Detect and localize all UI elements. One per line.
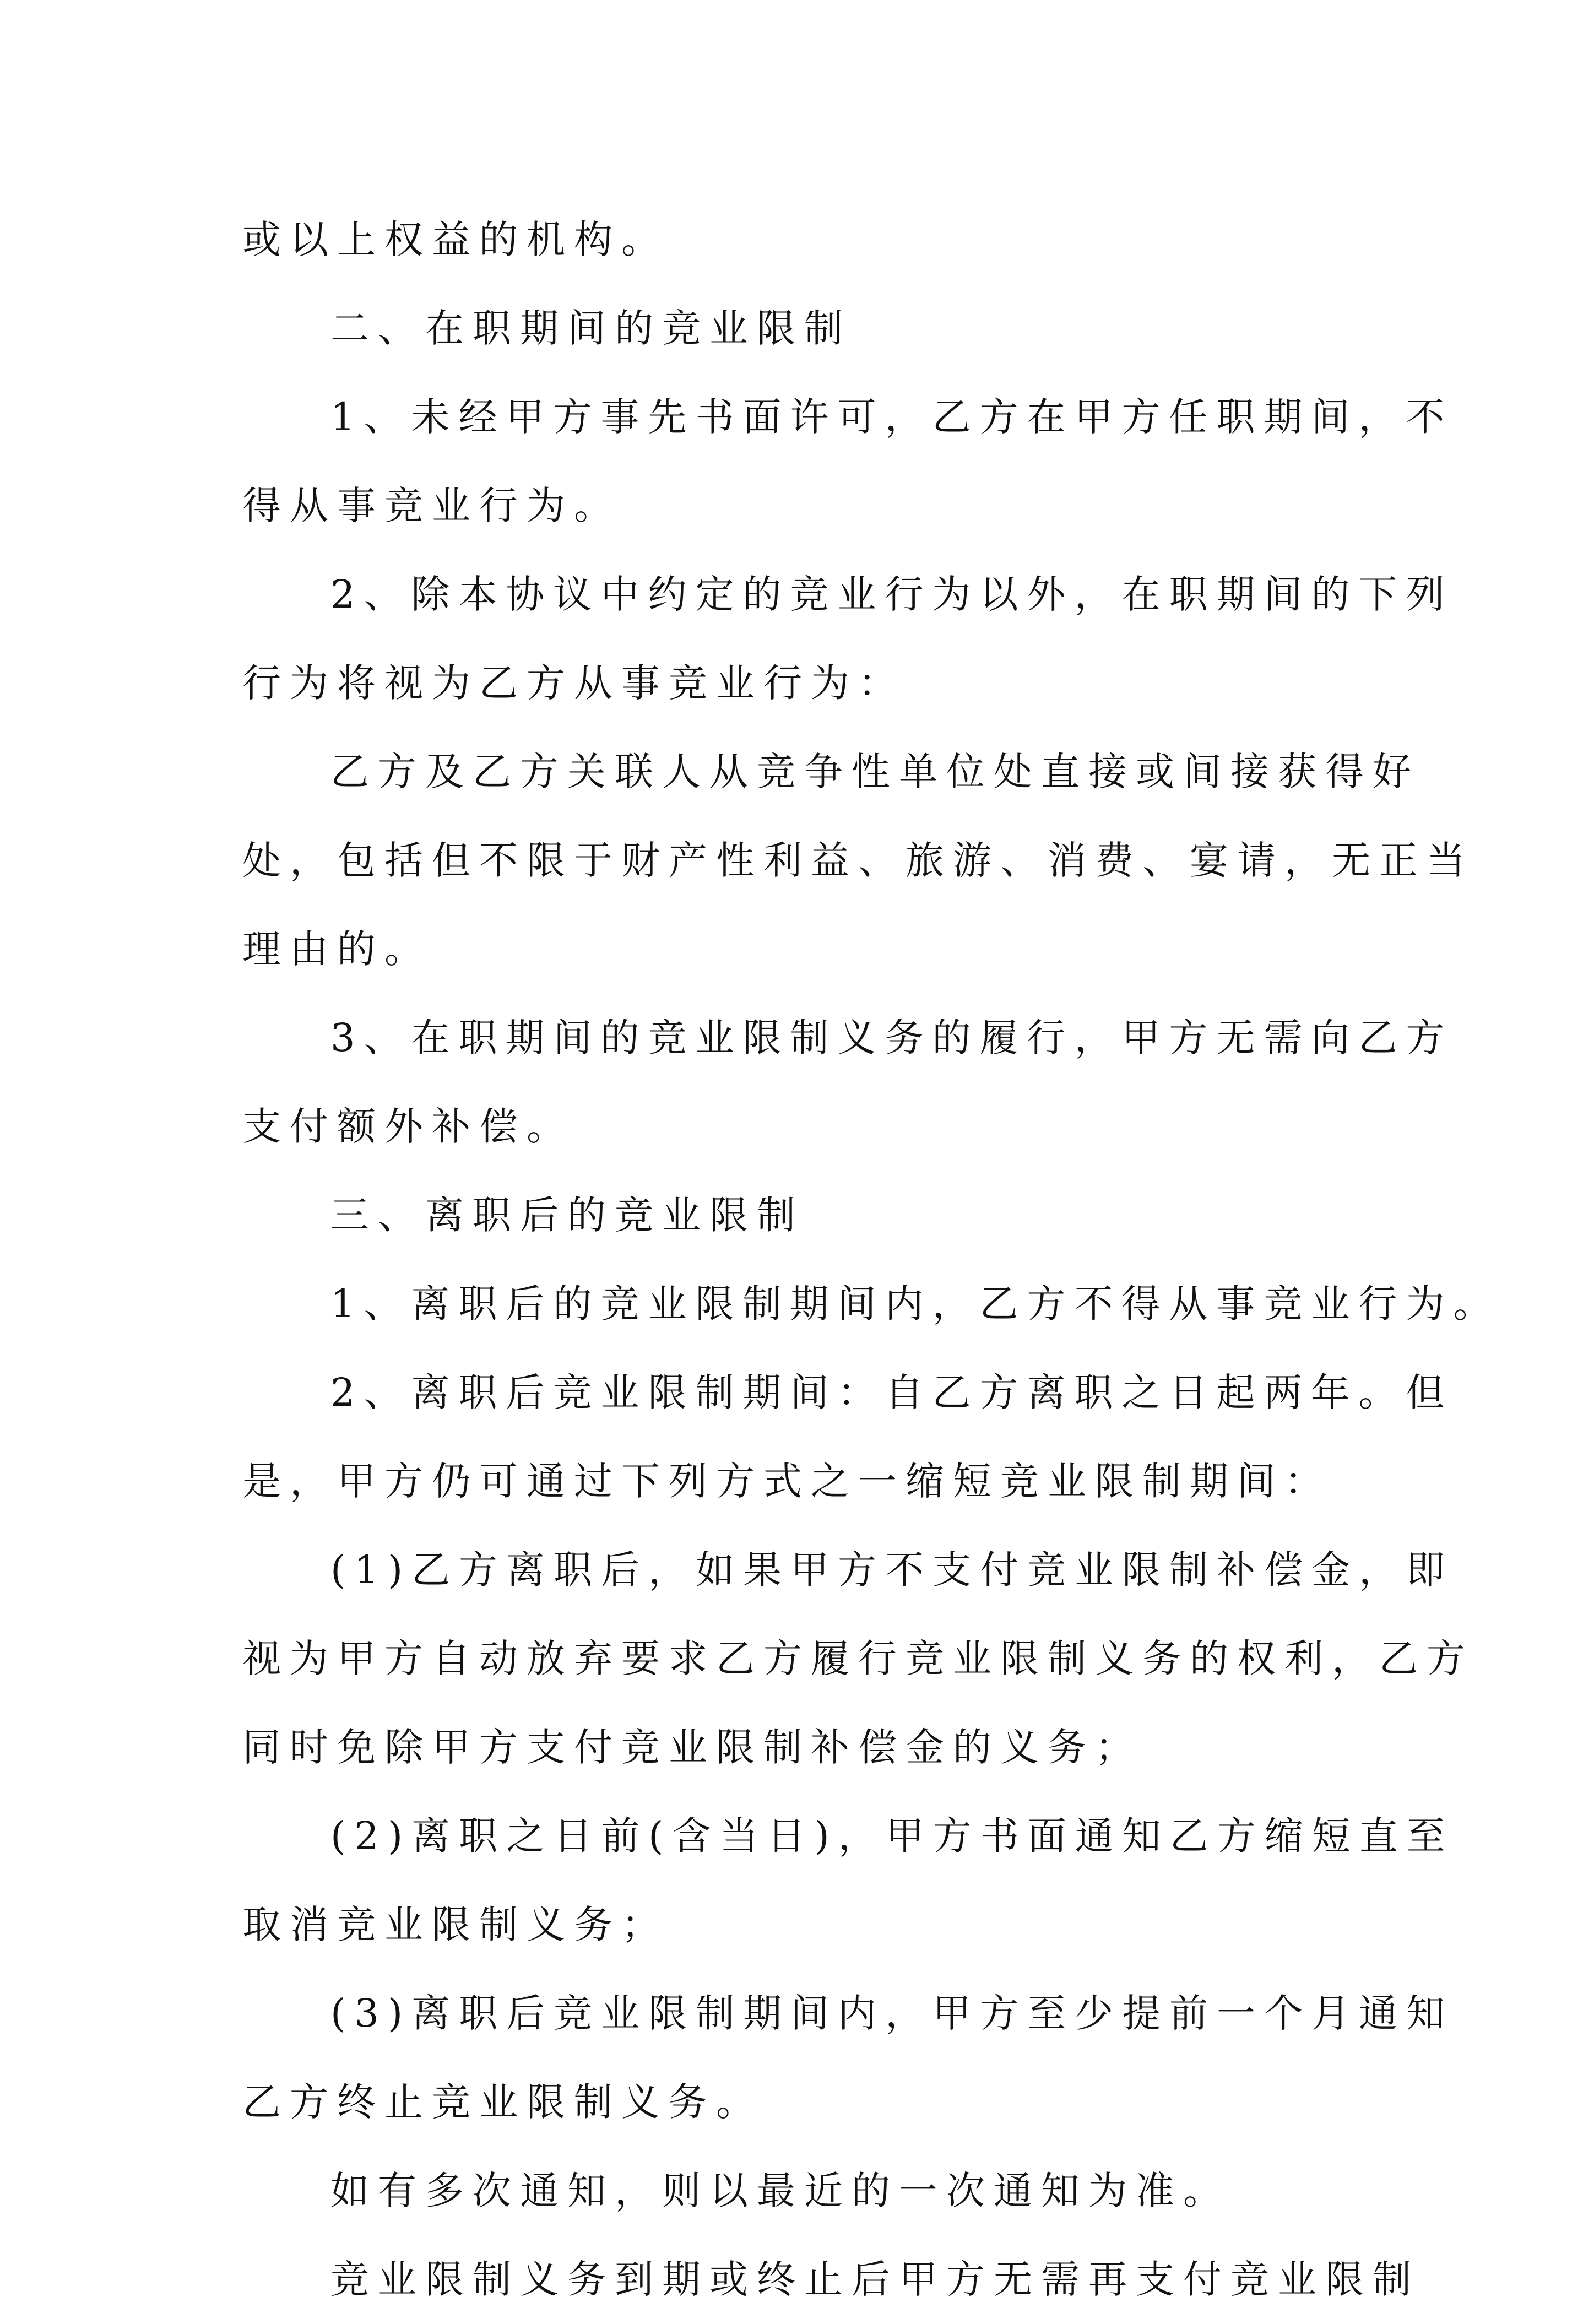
paragraph-line: (1)乙方离职后，如果甲方不支付竞业限制补偿金，即 — [330, 1547, 1454, 1592]
paragraph-line: 1、未经甲方事先书面许可，乙方在甲方任职期间，不 — [330, 394, 1454, 440]
paragraph-line: 竞业限制义务到期或终止后甲方无需再支付竞业限制 — [330, 2257, 1420, 2302]
paragraph-line: (2)离职之日前(含当日)，甲方书面通知乙方缩短直至 — [330, 1813, 1454, 1859]
paragraph-line: 如有多次通知，则以最近的一次通知为准。 — [330, 2168, 1230, 2213]
paragraph-line: 是，甲方仍可通过下列方式之一缩短竞业限制期间： — [242, 1459, 1332, 1504]
section-heading: 三、离职后的竞业限制 — [330, 1193, 804, 1238]
paragraph-line: 支付额外补偿。 — [242, 1104, 574, 1149]
paragraph-line: 乙方及乙方关联人从竞争性单位处直接或间接获得好 — [330, 749, 1420, 794]
paragraph-line: 同时免除甲方支付竞业限制补偿金的义务； — [242, 1725, 1142, 1770]
paragraph-line: 3、在职期间的竞业限制义务的履行，甲方无需向乙方 — [330, 1015, 1454, 1060]
document-body — [242, 196, 1501, 2324]
paragraph-line: 2、离职后竞业限制期间：自乙方离职之日起两年。但 — [330, 1370, 1454, 1415]
paragraph-line: 得从事竞业行为。 — [242, 483, 621, 528]
paragraph-line: 乙方终止竞业限制义务。 — [242, 2079, 763, 2125]
paragraph-line: 处，包括但不限于财产性利益、旅游、消费、宴请，无正当 — [242, 838, 1474, 883]
paragraph-line: 2、除本协议中约定的竞业行为以外，在职期间的下列 — [330, 572, 1454, 617]
section-heading: 二、在职期间的竞业限制 — [330, 306, 852, 351]
paragraph-line: 行为将视为乙方从事竞业行为： — [242, 660, 906, 706]
paragraph-line: 1、离职后的竞业限制期间内，乙方不得从事竞业行为。 — [330, 1281, 1501, 1326]
paragraph-line: (3)离职后竞业限制期间内，甲方至少提前一个月通知 — [330, 1991, 1454, 2036]
paragraph-line: 理由的。 — [242, 927, 432, 972]
text-line: 或以上权益的机构。 — [242, 217, 669, 262]
paragraph-line: 取消竞业限制义务； — [242, 1902, 669, 1947]
paragraph-line: 视为甲方自动放弃要求乙方履行竞业限制义务的权利，乙方 — [242, 1636, 1474, 1681]
